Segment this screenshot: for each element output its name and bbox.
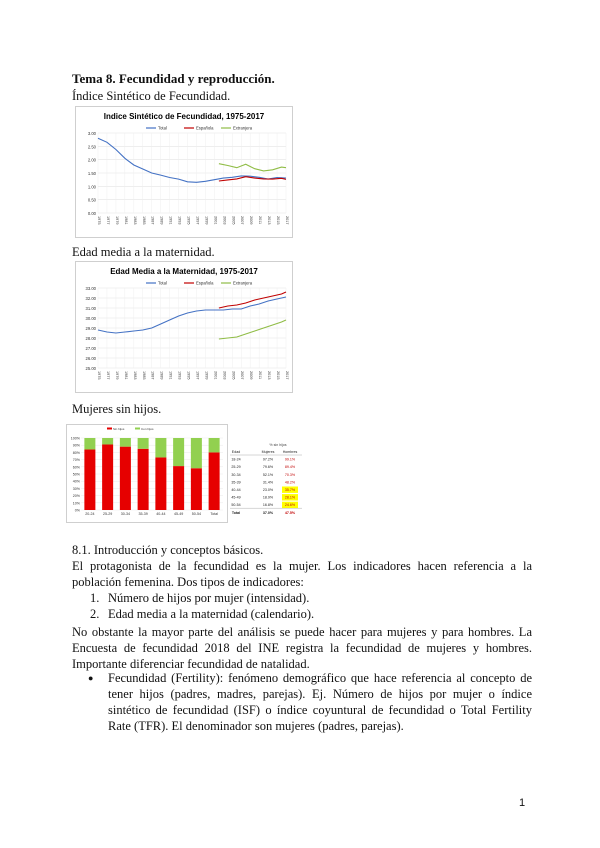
x-tick-label: 1993 [177, 216, 182, 225]
x-tick-label: 2015 [276, 216, 281, 225]
x-tick-label: 1983 [132, 216, 137, 225]
legend-swatch [135, 428, 140, 430]
table-cell: 70.3% [284, 472, 296, 477]
bar-sin-hijos [120, 447, 131, 510]
table-cell: 28.1% [284, 495, 296, 500]
chart-title: Indice Sintético de Fecundidad, 1975-2017 [103, 112, 265, 121]
table-cell: Total [231, 510, 241, 515]
x-tick-label: 2007 [240, 371, 245, 380]
list-number: 2. [90, 607, 100, 621]
y-tick-label: 32.00 [85, 296, 96, 301]
table-cell: 35-39 [231, 480, 241, 485]
table-cell: 40-44 [231, 488, 241, 492]
y-tick-label: 30% [72, 486, 80, 491]
legend-label: Extranjera [233, 125, 253, 131]
table-svg [230, 440, 302, 518]
series-line-extranjera [219, 320, 286, 339]
table-cell: 48.2% [284, 480, 296, 485]
table-cell: 89.4% [284, 465, 296, 470]
legend-label: Con hijos [141, 426, 154, 431]
series-line-extranjera [219, 164, 286, 171]
y-tick-label: 0% [74, 508, 80, 513]
x-tick-label: 1987 [150, 371, 155, 380]
y-tick-label: 1.00 [87, 184, 96, 190]
bar-con-hijos [120, 438, 131, 447]
table-cell: 18-24 [231, 457, 241, 462]
x-tick-label: 1987 [150, 216, 155, 225]
table-cell: 25-29 [231, 465, 241, 470]
table-cell: 18.9% [262, 495, 274, 500]
table-cell: 50-54 [231, 503, 241, 508]
x-tick-label: 25-29 [103, 512, 113, 516]
x-tick-label: 2003 [222, 216, 227, 225]
table-cell: 45-49 [231, 495, 241, 500]
bar-con-hijos [209, 438, 220, 452]
y-tick-label: 26.00 [85, 356, 96, 361]
y-tick-label: 27.00 [85, 346, 96, 351]
x-tick-label: 2013 [267, 216, 272, 225]
bar-sin-hijos [102, 444, 113, 510]
caption-edad: Edad media a la maternidad. [72, 245, 215, 259]
x-tick-label: 2015 [276, 371, 281, 380]
x-tick-label: 2011 [258, 216, 263, 225]
table-cell: 16.8% [262, 503, 274, 508]
y-tick-label: 60% [72, 465, 80, 470]
x-tick-label: 1991 [168, 371, 173, 380]
page-number: 1 [519, 797, 526, 809]
bar-con-hijos [102, 438, 113, 444]
list-item [72, 590, 532, 606]
y-tick-label: 10% [72, 501, 80, 506]
y-tick-label: 40% [72, 479, 80, 484]
x-tick-label: 2009 [249, 216, 254, 225]
x-tick-label: 2007 [240, 216, 245, 225]
y-tick-label: 70% [72, 458, 80, 463]
table-cell: 23.0% [262, 488, 274, 492]
y-tick-label: 50% [72, 472, 80, 477]
legend-label: Total [158, 125, 167, 131]
x-tick-label: 1979 [114, 371, 119, 380]
y-tick-label: 3.00 [87, 131, 96, 136]
y-tick-label: 0.00 [87, 211, 96, 216]
table-cell: 52.1% [262, 472, 274, 477]
x-tick-label: 1995 [186, 371, 191, 380]
legend-label: Total [158, 280, 167, 286]
table-cell: 24.6% [284, 503, 296, 508]
x-tick-label: 2009 [249, 371, 254, 380]
chart-title: Edad Media a la Maternidad, 1975-2017 [110, 267, 258, 276]
x-tick-label: Total [210, 512, 218, 516]
table-cell: 35.7% [284, 488, 296, 492]
x-tick-label: 1975 [97, 371, 101, 380]
y-tick-label: 33.00 [85, 286, 96, 291]
x-tick-label: 50-54 [191, 512, 201, 516]
numbered-list [72, 590, 532, 622]
x-tick-label: 1997 [195, 216, 200, 225]
caption-sinhijos: Mujeres sin hijos. [72, 402, 162, 416]
y-tick-label: 25.00 [85, 366, 96, 371]
bar-sin-hijos [191, 468, 202, 510]
x-tick-label: 2001 [213, 216, 218, 225]
x-tick-label: 45-49 [174, 512, 184, 516]
y-tick-label: 2.50 [87, 144, 96, 150]
bar-con-hijos [155, 438, 166, 457]
legend-label: Española [196, 280, 214, 286]
table-header: Edad [231, 450, 241, 454]
bar-con-hijos [138, 438, 149, 449]
x-tick-label: 2017 [285, 371, 289, 380]
x-tick-label: 1985 [141, 216, 146, 225]
y-tick-label: 1.50 [87, 171, 96, 176]
x-tick-label: 2013 [267, 371, 272, 380]
x-tick-label: 1993 [177, 371, 182, 380]
table-header: Hombres [282, 450, 298, 454]
list-text: Número de hijos por mujer (intensidad). [108, 591, 310, 605]
y-tick-label: 0.50 [87, 197, 96, 203]
table-cell: 79.6% [262, 465, 274, 470]
table-cell: 97.2% [262, 457, 274, 462]
y-tick-label: 2.00 [87, 157, 96, 163]
x-tick-label: 1999 [204, 216, 209, 225]
bullet-dot: ● [88, 673, 94, 683]
list-number: 1. [90, 591, 100, 605]
y-tick-label: 31.00 [85, 306, 96, 311]
paragraph-2: No obstante la mayor parte del análisis se puede hacer para mujeres y para hombres. La Encuesta de fecundidad 2018 del INE registra la fecundidad de mujeres y hombres. Importante diferenciar fecundidad de natalidad. [72, 625, 532, 671]
table-header: Mujeres [261, 450, 275, 454]
x-tick-label: 1985 [141, 371, 146, 380]
y-tick-label: 28.00 [85, 336, 96, 341]
bullet-paragraph: Fecundidad (Fertility): fenómeno demográfico que hace referencia al concepto de tener hijos (padres, madres, parejas). Ej. Número de hijos por mujer o índice sintético de fecundidad (ISF) o índice coyuntural de fecundidad o Total Fertility Rate (TFR). El denominador son mujeres (padres, parejas). [108, 671, 532, 733]
series-line-total [98, 138, 286, 182]
y-tick-label: 20% [72, 494, 80, 499]
y-tick-label: 29.00 [85, 326, 96, 331]
list-text: Edad media a la maternidad (calendario). [108, 607, 315, 621]
table-title: % sin hijos [269, 443, 287, 447]
x-tick-label: 1991 [168, 216, 173, 225]
table-cell: 37.0% [262, 510, 274, 515]
table-cell: 99.1% [284, 457, 296, 462]
x-tick-label: 2005 [231, 216, 236, 225]
sinhijos-bar-chart [67, 425, 227, 522]
table-cell: 30-34 [231, 472, 241, 477]
series-line-total [98, 297, 286, 333]
x-tick-label: 1999 [204, 371, 209, 380]
chart-sinhijos [66, 424, 228, 523]
x-tick-label: 1977 [105, 371, 110, 380]
x-tick-label: 2005 [231, 371, 236, 380]
bar-sin-hijos [84, 450, 95, 510]
y-tick-label: 80% [72, 450, 80, 455]
x-tick-label: 40-44 [156, 512, 166, 516]
x-tick-label: 1981 [123, 371, 128, 380]
y-tick-label: 90% [72, 443, 80, 448]
x-tick-label: 2017 [285, 216, 289, 225]
table-cell: 47.5% [284, 510, 296, 515]
bar-sin-hijos [138, 449, 149, 510]
bar-sin-hijos [209, 452, 220, 510]
sinhijos-table [230, 440, 302, 518]
x-tick-label: 2011 [258, 371, 263, 380]
intro-paragraph: El protagonista de la fecundidad es la mujer. Los indicadores hacen referencia a la población femenina. Dos tipos de indicadores: [72, 559, 532, 589]
bar-con-hijos [191, 438, 202, 468]
x-tick-label: 1983 [132, 371, 137, 380]
x-tick-label: 2001 [213, 371, 218, 380]
x-tick-label: 2003 [222, 371, 227, 380]
y-tick-label: 100% [70, 436, 80, 441]
chart-isf [75, 106, 293, 238]
isf-line-chart [76, 107, 292, 237]
document-title: Tema 8. Fecundidad y reproducción. [72, 71, 275, 86]
caption-isf: Índice Sintético de Fecundidad. [72, 89, 231, 103]
list-item [72, 606, 532, 622]
x-tick-label: 1977 [105, 216, 110, 225]
legend-label: Española [196, 125, 214, 131]
x-tick-label: 20-24 [85, 512, 95, 516]
x-tick-label: 1975 [97, 216, 101, 225]
legend-label: Extranjera [233, 280, 253, 286]
legend-label: Sin hijos [113, 426, 125, 431]
x-tick-label: 35-39 [138, 512, 148, 516]
y-tick-label: 30.00 [85, 316, 96, 321]
edad-line-chart [76, 262, 292, 392]
x-tick-label: 30-34 [120, 512, 130, 516]
bar-sin-hijos [173, 466, 184, 510]
x-tick-label: 1995 [186, 216, 191, 225]
bar-sin-hijos [155, 457, 166, 510]
bar-con-hijos [84, 438, 95, 450]
chart-edad [75, 261, 293, 393]
section-heading: 8.1. Introducción y conceptos básicos. [72, 543, 264, 557]
bar-con-hijos [173, 438, 184, 466]
x-tick-label: 1981 [123, 216, 128, 225]
x-tick-label: 1997 [195, 371, 200, 380]
table-cell: 31.4% [262, 480, 274, 485]
x-tick-label: 1989 [159, 371, 164, 380]
x-tick-label: 1989 [159, 216, 164, 225]
legend-swatch [107, 428, 112, 430]
x-tick-label: 1979 [114, 216, 119, 225]
